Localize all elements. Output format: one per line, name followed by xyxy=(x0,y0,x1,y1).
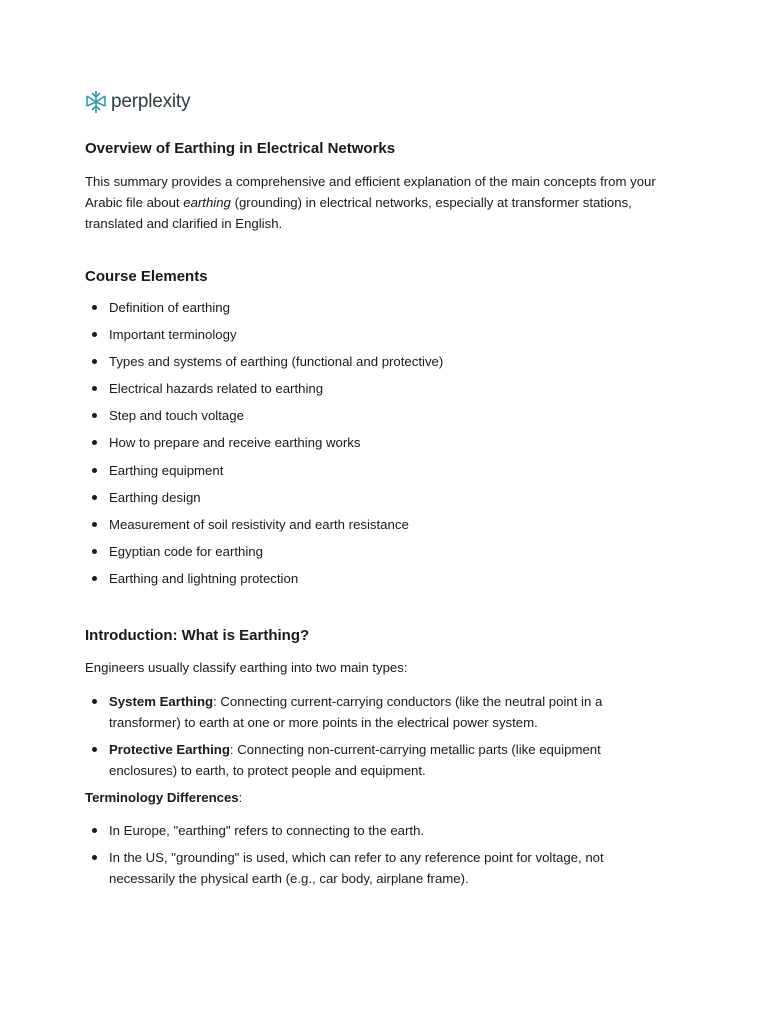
type-term: System Earthing xyxy=(109,694,214,709)
earthing-types-list xyxy=(85,691,665,787)
list-item: Electrical hazards related to earthing xyxy=(85,378,665,405)
terminology-label-suffix: : xyxy=(238,790,243,805)
list-item: In Europe, "earthing" refers to connecting to the earth. xyxy=(85,820,665,841)
list-item xyxy=(85,739,665,781)
list-item: Egyptian code for earthing xyxy=(85,541,665,568)
introduction-heading: Introduction: What is Earthing? xyxy=(85,627,310,644)
intro-text-end: (grounding) in electrical networks, especially at transformer stations, translated and clarified in English. xyxy=(85,195,632,231)
classify-paragraph: Engineers usually classify earthing into two main types: xyxy=(85,660,408,675)
list-item: Earthing and lightning protection xyxy=(85,568,665,595)
list-item: Types and systems of earthing (functional and protective) xyxy=(85,351,665,378)
brand-logo xyxy=(85,89,190,115)
intro-paragraph xyxy=(85,171,675,234)
list-item: Important terminology xyxy=(85,324,665,351)
list-item: Earthing design xyxy=(85,487,665,514)
list-item: Earthing equipment xyxy=(85,460,665,487)
intro-text-start: This summary provides a comprehensive and efficient explanation of the main concepts from your Arabic file about xyxy=(85,174,656,210)
terminology-label-text: Terminology Differences xyxy=(85,790,239,805)
type-desc: : Connecting non-current-carrying metallic parts (like equipment enclosures) to earth, to protect people and equipment. xyxy=(109,742,601,778)
type-term: Protective Earthing xyxy=(109,742,230,757)
page-title: Overview of Earthing in Electrical Networks xyxy=(85,140,396,157)
list-item: In the US, "grounding" is used, which can refer to any reference point for voltage, not necessarily the physical earth (e.g., car body, airplane frame). xyxy=(85,847,665,889)
terminology-label xyxy=(85,787,242,808)
intro-emphasis: earthing xyxy=(183,195,231,210)
terminology-list xyxy=(85,820,665,895)
list-item: Measurement of soil resistivity and earth resistance xyxy=(85,514,665,541)
list-item xyxy=(85,691,665,733)
list-item: Step and touch voltage xyxy=(85,405,665,432)
list-item: Definition of earthing xyxy=(85,297,665,324)
course-elements-list xyxy=(85,297,665,595)
list-item: How to prepare and receive earthing works xyxy=(85,432,665,459)
perplexity-logo-icon xyxy=(85,89,107,115)
brand-name: perplexity xyxy=(111,91,191,112)
type-desc: : Connecting current-carrying conductors (like the neutral point in a transformer) to earth at one or more points in the electrical power system. xyxy=(109,694,603,730)
course-elements-heading: Course Elements xyxy=(85,268,208,285)
